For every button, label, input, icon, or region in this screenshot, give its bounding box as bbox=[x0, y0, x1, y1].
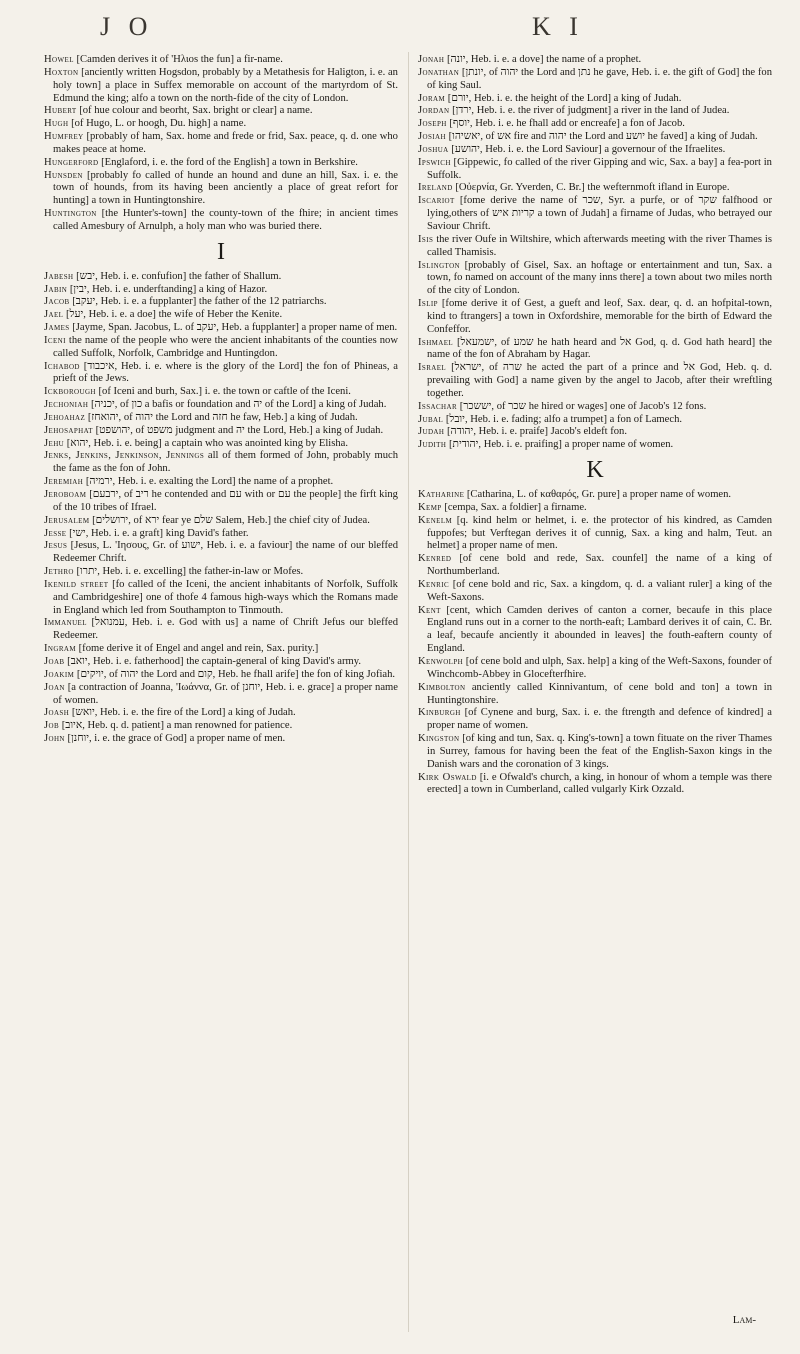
left-entries-bottom bbox=[44, 271, 398, 746]
entry-headword: Kenwolph bbox=[418, 655, 464, 667]
entry-definition: [יעקב, Heb. i. e. a fupplanter] the father of the 12 patriarchs. bbox=[72, 296, 327, 308]
entry-headword: Jabin bbox=[44, 283, 68, 295]
dictionary-entry bbox=[418, 105, 772, 118]
entry-definition: [יונה, Heb. i. e. a dove] the name of a prophet. bbox=[447, 54, 642, 65]
entry-definition: all of them formed of John, probably much the fame as the fon of John. bbox=[53, 450, 399, 475]
entry-definition: [ירושלים, of ירא fear ye שלם Salem, Heb.] the chief city of Judea. bbox=[92, 514, 370, 526]
dictionary-entry bbox=[44, 450, 398, 476]
entry-headword: Kinburgh bbox=[418, 707, 461, 719]
dictionary-entry bbox=[44, 720, 398, 733]
entry-definition: [probably of ham, Sax. home and frede or frid, Sax. peace, q. d. one who makes peace at home. bbox=[53, 131, 398, 155]
entry-definition: [of Iceni and burh, Sax.] i. e. the town or caftle of the Iceni. bbox=[98, 386, 351, 398]
entry-headword: Kingston bbox=[418, 733, 460, 745]
dictionary-entry bbox=[44, 438, 398, 451]
entry-headword: Kemp bbox=[418, 501, 442, 513]
entry-definition: [Gippewic, fo called of the river Gipping and wic, Sax. a bay] a fea-port in Suffolk. bbox=[427, 156, 772, 181]
dictionary-entry bbox=[44, 322, 398, 335]
entry-headword: James bbox=[44, 322, 70, 334]
entry-headword: Joab bbox=[44, 655, 65, 667]
dictionary-entry bbox=[44, 515, 398, 528]
entry-definition: [Jayme, Span. Jacobus, L. of יעקב, Heb. a fupplanter] a proper name of men. bbox=[72, 322, 398, 334]
entry-definition: [יוחנן, i. e. the grace of God] a proper name of men. bbox=[67, 733, 286, 745]
entry-definition: [איוב, Heb. q. d. patient] a man renowned for patience. bbox=[61, 720, 293, 732]
entry-definition: [יואב, Heb. i. e. fatherhood] the captain-general of king David's army. bbox=[67, 655, 361, 667]
entry-headword: Joseph bbox=[418, 118, 447, 130]
dictionary-entry bbox=[418, 772, 772, 798]
entry-headword: Ichabod bbox=[44, 360, 80, 372]
entry-headword: Jonah bbox=[418, 54, 445, 65]
dictionary-entry bbox=[44, 386, 398, 399]
dictionary-entry bbox=[44, 579, 398, 618]
entry-definition: the name of the people who were the ancient inhabitants of the counties now called Suffolk, Norfolk, Cambridge and Huntingdon. bbox=[53, 334, 398, 359]
left-entries-top bbox=[44, 54, 398, 234]
entry-headword: Jesse bbox=[44, 527, 67, 539]
entry-definition: [יובל, Heb. i. e. fading; alfo a trumpet] a fon of Lamech. bbox=[445, 413, 683, 425]
entry-headword: Humfrey bbox=[44, 131, 84, 143]
entry-headword: Islip bbox=[418, 298, 438, 310]
dictionary-entry bbox=[44, 528, 398, 541]
entry-headword: Kent bbox=[418, 604, 441, 616]
dictionary-entry bbox=[418, 362, 772, 401]
dictionary-entry bbox=[418, 131, 772, 144]
dictionary-entry bbox=[418, 682, 772, 708]
entry-definition: [יהושע, Heb. i. e. the Lord Saviour] a governour of the Ifraelites. bbox=[451, 143, 726, 155]
entry-definition: [cempa, Sax. a foldier] a firname. bbox=[444, 501, 587, 513]
entry-headword: Joram bbox=[418, 92, 446, 104]
entry-headword: Jerusalem bbox=[44, 514, 90, 526]
entry-definition: [יורם, Heb. i. e. the height of the Lord] a king of Judah. bbox=[447, 92, 682, 104]
entry-definition: [of Hugo, L. or hoogh, Du. high] a name. bbox=[71, 118, 247, 130]
entry-headword: Hubert bbox=[44, 105, 77, 117]
entry-headword: Jeremiah bbox=[44, 476, 84, 488]
entry-headword: Jordan bbox=[418, 105, 450, 117]
entry-definition: [fo called of the Iceni, the ancient inhabitants of Norfolk, Suffolk and Cambridgeshire] one of thofe 4 famous high-ways which the Romans made in England which led from Southampton to Tinmouth. bbox=[53, 578, 398, 616]
entry-headword: Hunsden bbox=[44, 169, 83, 181]
entry-definition: [of cene bold and rede, Sax. counfel] the name of a king of Northumberland. bbox=[427, 553, 772, 578]
dictionary-entry bbox=[418, 234, 772, 260]
entry-definition: [יששכר, of שכר he hired or wages] one of Jacob's 12 fons. bbox=[459, 400, 707, 412]
entry-definition: [of king and tun, Sax. q. King's-town] a town fituate on the river Thames in Surrey, famous for having been the feat of the English-Saxon kings in the Danish wars and the coronation of 3 kings. bbox=[427, 733, 772, 770]
entry-headword: Ireland bbox=[418, 182, 453, 194]
entry-headword: John bbox=[44, 733, 65, 745]
entry-headword: Jeroboam bbox=[44, 489, 87, 500]
entry-definition: [יונתן, of יהוה the Lord and נתן he gave, Heb. i. e. the gift of God] the fon of king Saul. bbox=[427, 66, 772, 91]
entry-headword: Hugh bbox=[44, 118, 69, 130]
left-column bbox=[44, 54, 398, 746]
entry-headword: Jael bbox=[44, 309, 64, 321]
dictionary-entry bbox=[44, 489, 398, 515]
dictionary-entry bbox=[44, 54, 398, 67]
entry-headword: Jethro bbox=[44, 566, 74, 578]
dictionary-entry bbox=[44, 399, 398, 412]
entry-definition: [Jesus, L. 'Ιησους, Gr. of ישוע, Heb. i. e. a faviour] the name of our bleffed Redeemer Chrift. bbox=[53, 540, 398, 565]
entry-definition: [יוסף, Heb. i. e. he fhall add or encreafe] a fon of Jacob. bbox=[449, 118, 685, 130]
entry-headword: Howel bbox=[44, 54, 74, 65]
dictionary-entry bbox=[44, 296, 398, 309]
entry-headword: Joakim bbox=[44, 668, 75, 680]
entry-headword: Kirk Oswald bbox=[418, 771, 477, 783]
dictionary-entry bbox=[418, 733, 772, 772]
dictionary-entry bbox=[418, 515, 772, 554]
entry-definition: [ישראל, of שרה he acted the part of a prince and אל God, Heb. q. d. prevailing with God] a name given by the angel to Jacob, after their wreftling together. bbox=[427, 362, 772, 399]
entry-definition: [a contraction of Joanna, 'Ιωάννα, Gr. of יוחנן, Heb. i. e. grace] a proper name of women. bbox=[53, 681, 398, 706]
dictionary-entry bbox=[418, 157, 772, 183]
entry-headword: Jechoniah bbox=[44, 399, 89, 411]
dictionary-entry bbox=[44, 617, 398, 643]
entry-headword: Jenks, Jenkins, Jenkinson, Jennings bbox=[44, 450, 205, 462]
dictionary-entry bbox=[44, 656, 398, 669]
right-column bbox=[418, 54, 772, 797]
entry-definition: anciently called Kinnivantum, of cene bold and ton] a town in Huntingtonshire. bbox=[427, 681, 772, 706]
dictionary-entry bbox=[418, 260, 772, 299]
dictionary-entry bbox=[418, 118, 772, 131]
entry-definition: [q. kind helm or helmet, i. e. the protector of his kindred, as Camden fuppofes; but Verftegan derives it of cunnig, Sax. a king and halm, Teut. an helmet] a proper name of men. bbox=[427, 514, 772, 552]
dictionary-entry bbox=[44, 412, 398, 425]
section-letter-i: I bbox=[217, 238, 225, 265]
entry-headword: Joan bbox=[44, 681, 65, 693]
entry-headword: Katharine bbox=[418, 489, 465, 500]
dictionary-entry bbox=[44, 118, 398, 131]
entry-headword: Jubal bbox=[418, 413, 444, 425]
dictionary-entry bbox=[418, 707, 772, 733]
dictionary-entry bbox=[44, 707, 398, 720]
entry-definition: [of cene bold and ric, Sax. a kingdom, q. d. a valiant ruler] a king of the Weft-Saxons. bbox=[427, 578, 773, 603]
dictionary-entry bbox=[418, 144, 772, 157]
entry-definition: [ישי, Heb. i. e. a graft] king David's father. bbox=[69, 527, 249, 539]
entry-definition: [יבש, Heb. i. e. confufion] the father of Shallum. bbox=[76, 270, 282, 282]
entry-definition: [Camden derives it of 'Hλιos the fun] a fir-name. bbox=[76, 54, 283, 65]
entry-definition: [יאשיהו, of אש fire and יהוה the Lord and יושע he faved] a king of Judah. bbox=[448, 131, 758, 143]
dictionary-entry bbox=[418, 401, 772, 414]
entry-definition: [יהואחז, of יהוה the Lord and חזה he faw, Heb.] a king of Judah. bbox=[87, 411, 358, 423]
running-header-left: J O bbox=[100, 12, 154, 41]
dictionary-entry bbox=[44, 476, 398, 489]
dictionary-entry bbox=[44, 271, 398, 284]
entry-definition: [Οὐερνία, Gr. Yverden, C. Br.] the wefternmoft ifland in Europe. bbox=[455, 182, 730, 194]
entry-headword: Jehu bbox=[44, 437, 65, 449]
dictionary-entry bbox=[418, 426, 772, 439]
entry-headword: Huntington bbox=[44, 208, 97, 220]
dictionary-entry bbox=[418, 553, 772, 579]
entry-definition: [יהוא, Heb. i. e. being] a captain who was anointed king by Elisha. bbox=[66, 437, 349, 449]
entry-definition: [of Cynene and burg, Sax. i. e. the ftrength and defence of kindred] a proper name of women. bbox=[427, 707, 772, 732]
dictionary-entry bbox=[44, 131, 398, 157]
entry-headword: Jehoahaz bbox=[44, 411, 86, 423]
entry-headword: Judith bbox=[418, 439, 447, 451]
entry-definition: [יואש, Heb. i. e. the fire of the Lord] a king of Judah. bbox=[71, 707, 296, 719]
dictionary-entry bbox=[44, 157, 398, 170]
dictionary-entry bbox=[44, 682, 398, 708]
entry-definition: [יהודה, Heb. i. e. praife] Jacob's eldeft fon. bbox=[447, 426, 628, 438]
entry-definition: [איכבוד, Heb. i. e. where is the glory of the Lord] the fon of Phineas, a prieft of the Jews. bbox=[53, 360, 398, 385]
right-entries-top bbox=[418, 54, 772, 452]
entry-definition: [probably fo called of hunde an hound and dune an hill, Sax. i. e. the town of hounds, from its having been anciently a place of great refort for hunting] a town in Huntingtonshire. bbox=[53, 169, 398, 207]
dictionary-entry bbox=[418, 93, 772, 106]
entry-definition: [עמנואל, Heb. i. e. God with us] a name of Chrift Jefus our bleffed Redeemer. bbox=[53, 617, 398, 642]
entry-definition: [Catharina, L. of καθαρός, Gr. pure] a proper name of women. bbox=[466, 489, 732, 500]
entry-definition: [Englaford, i. e. the ford of the English] a town in Berkshire. bbox=[101, 156, 358, 168]
entry-headword: Jabesh bbox=[44, 270, 74, 282]
entry-headword: Ickborough bbox=[44, 386, 96, 398]
entry-definition: the river Oufe in Wiltshire, which afterwards meeting with the river Thames is called Thamisis. bbox=[427, 233, 772, 258]
entry-headword: Islington bbox=[418, 259, 460, 271]
dictionary-entry bbox=[44, 105, 398, 118]
dictionary-entry bbox=[418, 337, 772, 363]
entry-headword: Issachar bbox=[418, 400, 458, 412]
entry-headword: Kenric bbox=[418, 578, 450, 590]
dictionary-entry bbox=[44, 643, 398, 656]
entry-definition: [the Hunter's-town] the county-town of the fhire; in ancient times called Amesbury of Arnulph, a holy man who was buried there. bbox=[53, 208, 398, 232]
entry-definition: [יעל, Heb. i. e. a doe] the wife of Heber the Kenite. bbox=[66, 309, 283, 321]
entry-headword: Kenelm bbox=[418, 514, 453, 526]
dictionary-entry bbox=[418, 656, 772, 682]
entry-definition: [of hue colour and beorht, Sax. bright or clear] a name. bbox=[79, 105, 313, 117]
entry-definition: [of cene bold and ulph, Sax. help] a king of the Weft-Saxons, founder of Winchcomb-Abbey in Glocefterfhire. bbox=[427, 655, 773, 680]
entry-headword: Jonathan bbox=[418, 66, 460, 78]
dictionary-entry bbox=[418, 298, 772, 337]
entry-headword: Josiah bbox=[418, 131, 446, 143]
entry-headword: Ingram bbox=[44, 643, 76, 655]
entry-headword: Kenred bbox=[418, 553, 452, 565]
entry-definition: [יהושפט, of משפט judgment and יה the Lord, Heb.] a king of Judah. bbox=[95, 424, 384, 436]
entry-headword: Joshua bbox=[418, 143, 449, 155]
dictionary-entry bbox=[44, 170, 398, 209]
dictionary-entry bbox=[418, 579, 772, 605]
entry-definition: [i. e Ofwald's church, a king, in honour of whom a temple was there erected] a town in Cumberland, called vulgarly Kirk Ozzald. bbox=[427, 771, 773, 796]
dictionary-entry bbox=[418, 439, 772, 452]
dictionary-entry bbox=[418, 67, 772, 93]
dictionary-entry bbox=[44, 361, 398, 387]
entry-headword: Jehosaphat bbox=[44, 424, 93, 436]
dictionary-entry bbox=[418, 54, 772, 67]
dictionary-entry bbox=[44, 733, 398, 746]
entry-definition: [יבין, Heb. i. e. underftanding] a king of Hazor. bbox=[69, 283, 268, 295]
entry-definition: [fome derive the name of שכר, Syr. a purfe, or of שקר falfhood or lying,others of קריות איש a town of Judah] a firname of Judas, who betrayed our Saviour Chrift. bbox=[427, 195, 772, 232]
dictionary-entry bbox=[44, 309, 398, 322]
entry-headword: Isis bbox=[418, 233, 434, 245]
entry-headword: Jesus bbox=[44, 540, 68, 552]
dictionary-entry bbox=[44, 566, 398, 579]
dictionary-entry bbox=[418, 414, 772, 427]
dictionary-entry bbox=[418, 489, 772, 502]
dictionary-entry bbox=[44, 67, 398, 106]
entry-headword: Judah bbox=[418, 426, 445, 438]
entry-definition: [ישמעאל, of שמע he hath heard and אל God, q. d. God hath heard] the name of the fon of Abraham by Hagar. bbox=[427, 336, 772, 361]
entry-definition: [fome derive it of Engel and angel and rein, Sax. purity.] bbox=[78, 643, 319, 655]
entry-headword: Immanuel bbox=[44, 617, 87, 629]
dictionary-entry bbox=[44, 669, 398, 682]
right-entries-bottom bbox=[418, 489, 772, 797]
entry-headword: Iscariot bbox=[418, 195, 455, 207]
entry-headword: Hoxton bbox=[44, 66, 79, 78]
entry-headword: Ishmael bbox=[418, 336, 454, 348]
entry-headword: Iceni bbox=[44, 334, 66, 346]
entry-definition: [fome derive it of Gest, a gueft and leof, Sax. dear, q. d. an hofpital-town, kind to ftrangers] a town in Oxfordshire, memorable for the birth of Edward the Confeffor. bbox=[427, 298, 772, 335]
dictionary-entry bbox=[44, 208, 398, 234]
entry-definition: [ירבעם, of ריב he contended and עם with or עם the people] the firft king of the 10 tribes of Ifrael. bbox=[53, 489, 398, 513]
running-header-right: K I bbox=[532, 12, 584, 41]
entry-headword: Israel bbox=[418, 362, 447, 374]
dictionary-entry bbox=[418, 195, 772, 234]
entry-definition: [ירדן, Heb. i. e. the river of judgment] a river in the land of Judea. bbox=[452, 105, 730, 117]
entry-definition: [יויקים, of יהוה the Lord and קום, Heb. he fhall arife] the fon of king Jofiah. bbox=[76, 668, 396, 680]
entry-headword: Ipswich bbox=[418, 156, 451, 168]
dictionary-entry bbox=[44, 540, 398, 566]
dictionary-entry bbox=[418, 605, 772, 656]
entry-headword: Ikenild street bbox=[44, 578, 109, 590]
entry-definition: [יהודית, Heb. i. e. praifing] a proper name of women. bbox=[448, 439, 674, 451]
dictionary-entry bbox=[418, 502, 772, 515]
entry-headword: Job bbox=[44, 720, 60, 732]
section-letter-k: K bbox=[586, 457, 604, 484]
entry-headword: Kimbolton bbox=[418, 681, 466, 693]
entry-definition: [probably of Gisel, Sax. an hoftage or entertainment and tun, Sax. a town, fo named on account of the many inns there] a town about two miles north of the city of London. bbox=[427, 259, 772, 297]
dictionary-entry bbox=[44, 425, 398, 438]
entry-definition: [יכניה, of כון a bafis or foundation and יה of the Lord] a king of Judah. bbox=[90, 399, 387, 411]
dictionary-entry bbox=[44, 284, 398, 297]
dictionary-entry bbox=[418, 182, 772, 195]
entry-definition: [anciently written Hogsdon, probably by a Metathesis for Haligton, i. e. an holy town] a place in Suffex memorable on account of the martyrdom of St. Edmund the king; alfo a town on the north-fide of the city of London. bbox=[53, 66, 398, 104]
entry-headword: Joash bbox=[44, 707, 70, 719]
entry-definition: [cent, which Camden derives of canton a corner, becaufe in this place England runs out in a corner to the north-eaft; Lambard derives it of cain, C. Br. a leaf, becaufe anciently it abounded in leaves] the fouth-eaftern county of England. bbox=[427, 604, 772, 655]
dictionary-entry bbox=[44, 335, 398, 361]
catchword: Lam- bbox=[732, 1314, 756, 1326]
entry-headword: Hungerford bbox=[44, 156, 99, 168]
entry-definition: [ירמיה, Heb. i. e. exalting the Lord] the name of a prophet. bbox=[85, 476, 334, 488]
column-divider bbox=[408, 52, 409, 1332]
entry-definition: [יתרו, Heb. i. e. excelling] the father-in-law or Mofes. bbox=[76, 566, 304, 578]
entry-headword: Jacob bbox=[44, 296, 70, 308]
